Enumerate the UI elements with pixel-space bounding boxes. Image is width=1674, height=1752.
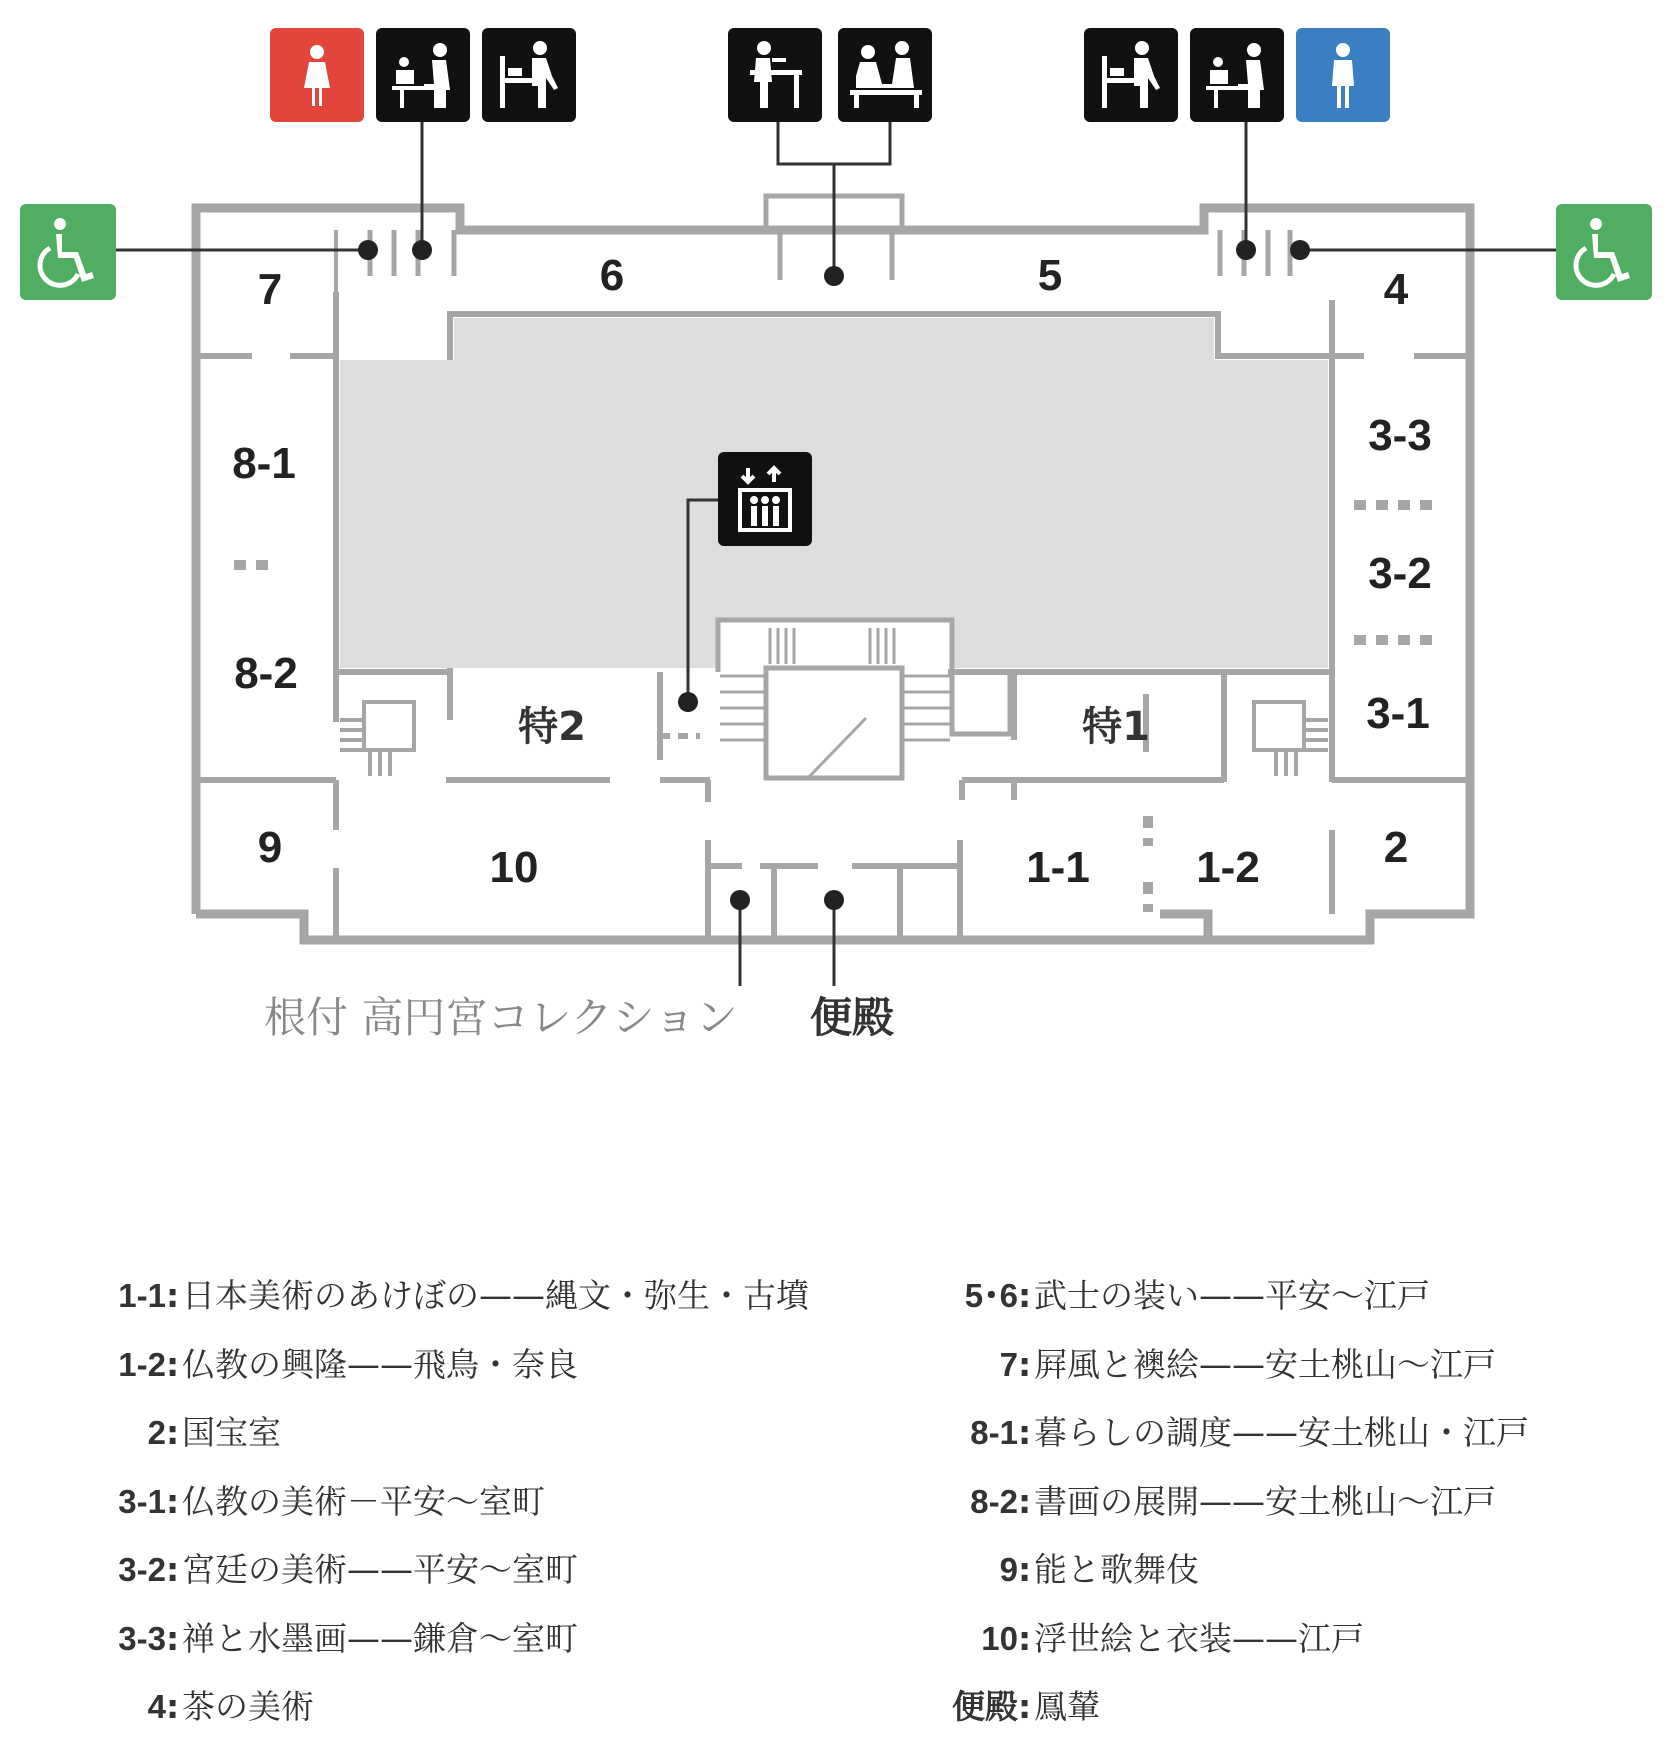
room-label-4: 4 xyxy=(1383,265,1409,314)
netsuke-collection-label: 根付 高円宮コレクション xyxy=(264,993,738,1042)
room-label-10: 10 xyxy=(489,843,539,892)
room-label-8-1: 8-1 xyxy=(232,439,296,488)
nursing-room-icon xyxy=(1190,28,1284,122)
legend-text: 武士の装い——平安～江戸 xyxy=(1034,1276,1430,1315)
binden-label: 便殿 xyxy=(810,993,895,1042)
legend-text: 鳳輦 xyxy=(1034,1687,1100,1726)
room-label-9: 9 xyxy=(257,823,283,872)
legend-item: 2:国宝室 xyxy=(102,1409,809,1478)
legend-text: 浮世絵と衣装——江戸 xyxy=(1034,1618,1364,1658)
legend-item: 1-1:日本美術のあけぼの——縄文・弥生・古墳 xyxy=(102,1272,809,1341)
room-label-3-3: 3-3 xyxy=(1368,411,1432,460)
room-label-2: 2 xyxy=(1383,823,1409,872)
legend-text: 日本美術のあけぼの——縄文・弥生・古墳 xyxy=(182,1276,809,1315)
legend-code: 7 xyxy=(999,1345,1018,1383)
legend-text: 屛風と襖絵——安土桃山～江戸 xyxy=(1034,1344,1496,1384)
legend-item: 4:茶の美術 xyxy=(102,1683,809,1752)
wheelchair-icon xyxy=(1556,204,1652,300)
legend-text: 禅と水墨画——鎌倉～室町 xyxy=(182,1618,578,1658)
legend-text: 仏教の美術－平安～室町 xyxy=(182,1481,545,1521)
diaper-changing-icon xyxy=(1084,28,1178,122)
legend-text: 宮廷の美術——平安～室町 xyxy=(182,1550,578,1589)
legend-item: 5･6:武士の装い——平安～江戸 xyxy=(936,1272,1529,1341)
legend-code: 8-1 xyxy=(970,1414,1018,1451)
room-label-1-1: 1-1 xyxy=(1026,843,1090,892)
diaper-changing-icon xyxy=(482,28,576,122)
legend-right-column xyxy=(936,1272,1529,1752)
legend-code: 4 xyxy=(147,1688,166,1725)
legend-text: 国宝室 xyxy=(182,1413,281,1452)
legend-code: 1-2 xyxy=(118,1345,166,1383)
legend-item: 8-1:暮らしの調度——安土桃山・江戸 xyxy=(936,1409,1529,1478)
legend-item: 9:能と歌舞伎 xyxy=(936,1546,1529,1615)
room-label-8-2: 8-2 xyxy=(234,649,298,698)
nursing-room-icon xyxy=(376,28,470,122)
legend-item: 便殿:鳳輦 xyxy=(936,1683,1529,1752)
room-label-1-2: 1-2 xyxy=(1196,843,1260,892)
legend-item: 1-2:仏教の興隆——飛鳥・奈良 xyxy=(102,1341,809,1410)
room-label-special-1: 特1 xyxy=(1082,704,1150,750)
room-label-6: 6 xyxy=(599,251,625,300)
room-label-7: 7 xyxy=(257,265,283,314)
rest-area-icon xyxy=(838,28,932,122)
legend-item: 7:屛風と襖絵——安土桃山～江戸 xyxy=(936,1341,1529,1410)
legend-item: 3-2:宮廷の美術——平安～室町 xyxy=(102,1546,809,1615)
legend-item: 10:浮世絵と衣装——江戸 xyxy=(936,1615,1529,1684)
room-label-3-2: 3-2 xyxy=(1368,549,1432,598)
legend-code: 9 xyxy=(999,1551,1018,1588)
legend-code: 便殿 xyxy=(952,1688,1018,1725)
legend-item: 8-2:書画の展開——安土桃山～江戸 xyxy=(936,1478,1529,1547)
room-label-5: 5 xyxy=(1037,251,1063,300)
legend-text: 能と歌舞伎 xyxy=(1034,1550,1199,1589)
legend-code: 8-2 xyxy=(970,1482,1018,1520)
legend-text: 茶の美術 xyxy=(182,1687,314,1726)
legend-code: 3-2 xyxy=(118,1551,166,1588)
male-restroom-icon xyxy=(1296,28,1390,122)
legend-item: 3-3:禅と水墨画——鎌倉～室町 xyxy=(102,1615,809,1684)
legend-code: 3-1 xyxy=(118,1482,166,1520)
legend-left-column xyxy=(102,1272,809,1752)
drinking-fountain-icon xyxy=(728,28,822,122)
wheelchair-icon xyxy=(20,204,116,300)
legend-code: 5･6 xyxy=(964,1277,1018,1314)
legend-text: 書画の展開——安土桃山～江戸 xyxy=(1034,1481,1496,1521)
legend-code: 2 xyxy=(147,1414,166,1451)
legend-item: 3-1:仏教の美術－平安～室町 xyxy=(102,1478,809,1547)
legend-text: 暮らしの調度——安土桃山・江戸 xyxy=(1034,1413,1529,1452)
legend-text: 仏教の興隆——飛鳥・奈良 xyxy=(182,1344,578,1384)
elevator-icon xyxy=(718,452,812,546)
legend-code: 3-3 xyxy=(118,1619,166,1657)
room-label-3-1: 3-1 xyxy=(1366,689,1430,738)
legend-code: 10 xyxy=(981,1619,1018,1657)
legend-code: 1-1 xyxy=(118,1277,166,1314)
female-restroom-icon xyxy=(270,28,364,122)
room-label-special-2: 特2 xyxy=(518,704,586,750)
